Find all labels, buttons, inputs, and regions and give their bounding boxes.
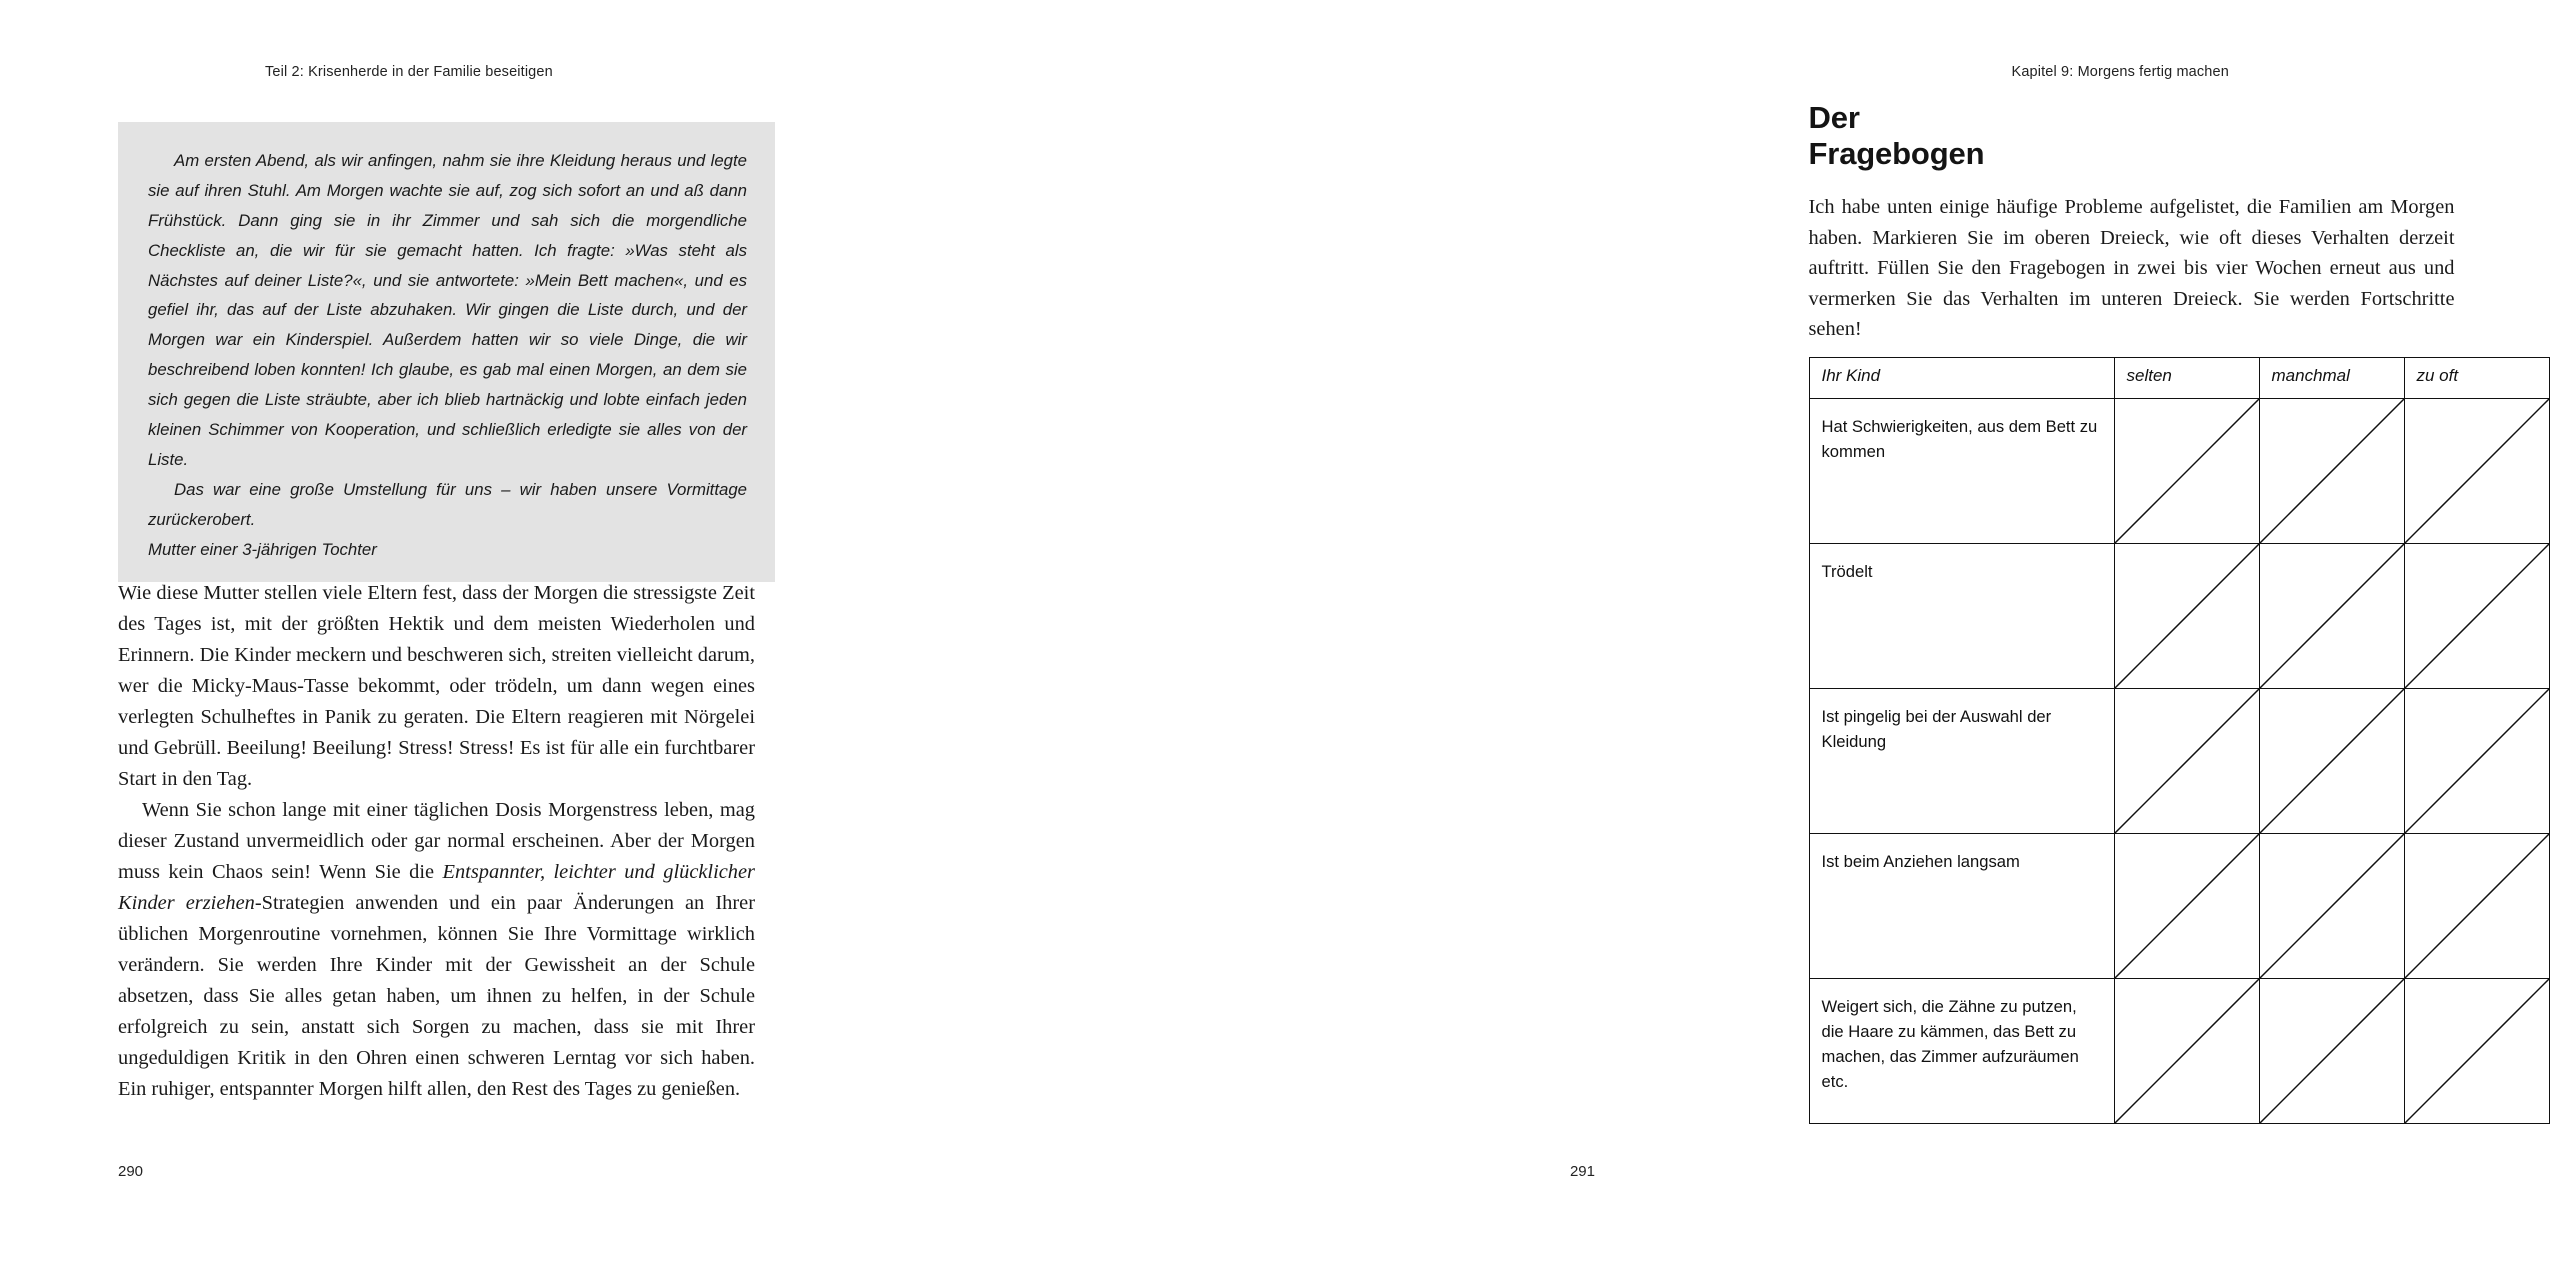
- book-title-italic: Entspannter, leichter und glücklicher Kinder erziehen: [118, 861, 755, 915]
- right-body-text: [1809, 192, 2455, 345]
- table-header-zu-oft: zu oft: [2404, 358, 2549, 399]
- page-number-right: 291: [1569, 1163, 1595, 1180]
- body-paragraph-2-part-b: -Strategien anwenden und ein paar Änderungen an Ihrer üblichen Morgenroutine vornehmen, können Sie Ihre Vormittage wirklich verändern. Sie werden Ihre Kinder mit der Gewissheit an der Schule absetzen, dass Sie alles getan haben, um ihnen zu helfen, in der Schule erfolgreich zu sein, anstatt sich Sorgen zu machen, dass sie mit Ihrer ungeduldigen Kritik in den Ohren einen schweren Lerntag vor sich haben. Ein ruhiger, entspannter Morgen hilft allen, den Rest des Tages zu genießen.: [118, 892, 755, 1101]
- checkbox-cell-manchmal[interactable]: [2259, 399, 2404, 544]
- checkbox-cell-zu-oft[interactable]: [2404, 399, 2549, 544]
- left-body-text: [118, 578, 755, 1105]
- checkbox-cell-selten[interactable]: [2114, 979, 2259, 1124]
- testimonial-paragraph-1: Am ersten Abend, als wir anfingen, nahm sie ihre Kleidung heraus und legte sie auf ihren Stuhl. Am Morgen wachte sie auf, zog sich sofort an und aß dann Frühstück. Dann ging sie in ihr Zimmer und sah sich die morgendliche Checkliste an, die wir für sie gemacht hatten. Ich fragte: »Was steht als Nächstes auf deiner Liste?«, und sie antwortete: »Mein Bett machen«, und es gefiel ihr, das auf der Liste abzuhaken. Wir gingen die Liste durch, und der Morgen war ein Kinderspiel. Außerdem hatten wir so viele Dinge, die wir beschreibend loben konnten! Ich glaube, es gab mal einen Morgen, an dem sie sich gegen die Liste sträubte, aber ich blieb hartnäckig und lobte einfach jeden kleinen Schimmer von Kooperation, und schließlich erledigte sie alles von der Liste.: [148, 151, 747, 469]
- checkbox-cell-manchmal[interactable]: [2259, 544, 2404, 689]
- testimonial-attribution: Mutter einer 3-jährigen Tochter: [148, 539, 377, 559]
- table-row-label: Hat Schwierigkeiten, aus dem Bett zu kommen: [1809, 399, 2114, 544]
- checkbox-cell-manchmal[interactable]: [2259, 689, 2404, 834]
- table-row: [1809, 544, 2549, 689]
- checkbox-cell-zu-oft[interactable]: [2404, 979, 2549, 1124]
- running-head-right: Kapitel 9: Morgens fertig machen: [2011, 64, 2229, 80]
- checkbox-cell-zu-oft[interactable]: [2404, 544, 2549, 689]
- checkbox-cell-selten[interactable]: [2114, 689, 2259, 834]
- table-row: [1809, 689, 2549, 834]
- table-row-label: Ist beim Anziehen langsam: [1809, 834, 2114, 979]
- table-header-selten: selten: [2114, 358, 2259, 399]
- body-paragraph-1: Wie diese Mutter stellen viele Eltern fest, dass der Morgen die stressigste Zeit des Tages ist, mit der größten Hektik und dem meisten Wiederholen und Erinnern. Die Kinder meckern und beschweren sich, streiten vielleicht darum, wer die Micky-Maus-Tasse bekommt, oder trödeln, um dann wegen eines verlegten Schulheftes in Panik zu geraten. Die Eltern reagieren mit Nörgelei und Gebrüll. Beeilung! Beeilung! Stress! Stress! Es ist für alle ein furchtbarer Start in den Tag.: [118, 582, 755, 791]
- checkbox-cell-selten[interactable]: [2114, 834, 2259, 979]
- table-row-label: Trödelt: [1809, 544, 2114, 689]
- checkbox-cell-manchmal[interactable]: [2259, 834, 2404, 979]
- testimonial-box: [118, 122, 775, 582]
- body-paragraph-2-part-a: Wenn Sie schon lange mit einer täglichen Dosis Morgenstress leben, mag dieser Zustand unvermeidlich oder gar normal erscheinen. Aber der Morgen muss kein Chaos sein! Wenn Sie die: [118, 799, 755, 884]
- table-row-label: Ist pingelig bei der Auswahl der Kleidung: [1809, 689, 2114, 834]
- page-number-left: 290: [118, 1163, 144, 1180]
- table-header-ihr-kind: Ihr Kind: [1809, 358, 2114, 399]
- running-head-left: Teil 2: Krisenherde in der Familie beseitigen: [265, 64, 553, 80]
- body-paragraph-2: [118, 795, 755, 1105]
- left-page: [0, 0, 857, 1270]
- checkbox-cell-selten[interactable]: [2114, 399, 2259, 544]
- questionnaire-intro: Ich habe unten einige häufige Probleme aufgelistet, die Familien am Morgen haben. Markieren Sie im oberen Dreieck, wie oft dieses Verhalten derzeit auftritt. Füllen Sie den Fragebogen in zwei bis vier Wochen erneut aus und vermerken Sie das Verhalten im unteren Dreieck. Sie werden Fortschritte sehen!: [1808, 196, 2455, 341]
- table-row: [1809, 979, 2549, 1124]
- table-row-label: Weigert sich, die Zähne zu putzen, die Haare zu kämmen, das Bett zu machen, das Zimmer aufzuräumen etc.: [1809, 979, 2114, 1124]
- testimonial-paragraph-2: Das war eine große Umstellung für uns – wir haben unsere Vormittage zurückerobert.: [148, 479, 747, 529]
- table-row: [1809, 834, 2549, 979]
- questionnaire-table: [1809, 357, 2550, 1124]
- page-title: Der Fragebogen: [1808, 100, 1985, 171]
- checkbox-cell-selten[interactable]: [2114, 544, 2259, 689]
- table-header-row: [1809, 358, 2549, 399]
- right-page: [857, 0, 2459, 1270]
- table-row: [1809, 399, 2549, 544]
- checkbox-cell-manchmal[interactable]: [2259, 979, 2404, 1124]
- checkbox-cell-zu-oft[interactable]: [2404, 834, 2549, 979]
- table-header-manchmal: manchmal: [2259, 358, 2404, 399]
- checkbox-cell-zu-oft[interactable]: [2404, 689, 2549, 834]
